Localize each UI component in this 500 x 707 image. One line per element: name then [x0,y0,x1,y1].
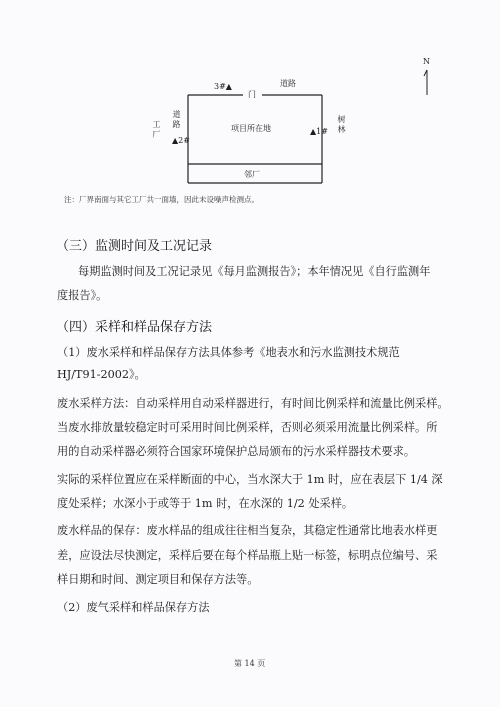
road-left-label: 道路 [172,110,181,129]
section-4-item-1-line-2: HJ/T91-2002》。 [57,368,146,381]
trees-label: 树林 [337,115,346,134]
factory-left-label: 工厂 [152,120,161,139]
wastewater-position-line-2: 度处采样；水深小于或等于 1m 时，在水深的 1/2 处采样。 [57,497,354,510]
wastewater-storage-line-1: 废水样品的保存：废水样品的组成往往相当复杂，其稳定性通常比地表水样更 [57,524,438,537]
section-3-paragraph-line-2: 度报告》。 [57,289,108,302]
wastewater-storage-line-3: 样日期和时间、测定项目和保存方法等。 [57,573,259,586]
section-4-item-2: （2）废气采样和样品保存方法 [57,601,210,614]
section-3-heading: （三）监测时间及工况记录 [56,239,213,254]
page-number: 第 14 页 [234,659,266,668]
neighbor-factory-label: 邻厂 [244,170,260,179]
north-arrow-icon [424,70,427,95]
section-4-heading: （四）采样和样品保存方法 [56,320,213,335]
wastewater-method-line-3: 用的自动采样器必须符合国家环境保护总局颁布的污水采样器技术要求。 [57,445,416,458]
gate-label: 门 [248,90,256,99]
wastewater-method-line-1: 废水采样方法：自动采样用自动采样器进行，有时间比例采样和流量比例采样。 [57,397,449,410]
wastewater-method-line-2: 当废水排放量较稳定时可采用时间比例采样，否则必须采用流量比例采样。所 [57,421,438,434]
noise-point-3: 3#▲ [214,82,232,91]
wastewater-position-line-1: 实际的采样位置应在采样断面的中心，当水深大于 1m 时，应在表层下 1/4 深 [57,473,443,486]
section-4-item-1-line-1: （1）废水采样和样品保存方法具体参考《地表水和污水监测技术规范 [57,346,400,359]
noise-point-1: ▲1# [310,127,328,136]
map-note: 注：厂界南面与其它工厂共一面墙，因此未设噪声检测点。 [64,195,259,204]
road-top-label: 道路 [280,79,296,88]
section-3-paragraph-line-1: 每期监测时间及工况记录见《每月监测报告》；本年情况见《自行监测年 [78,265,431,278]
noise-point-2: ▲2# [172,136,190,145]
wastewater-storage-line-2: 差，应设法尽快测定，采样后要在每个样品瓶上贴一标签，标明点位编号、采 [57,549,438,562]
north-label: N [423,57,430,66]
project-site-label: 项目所在地 [231,124,271,133]
